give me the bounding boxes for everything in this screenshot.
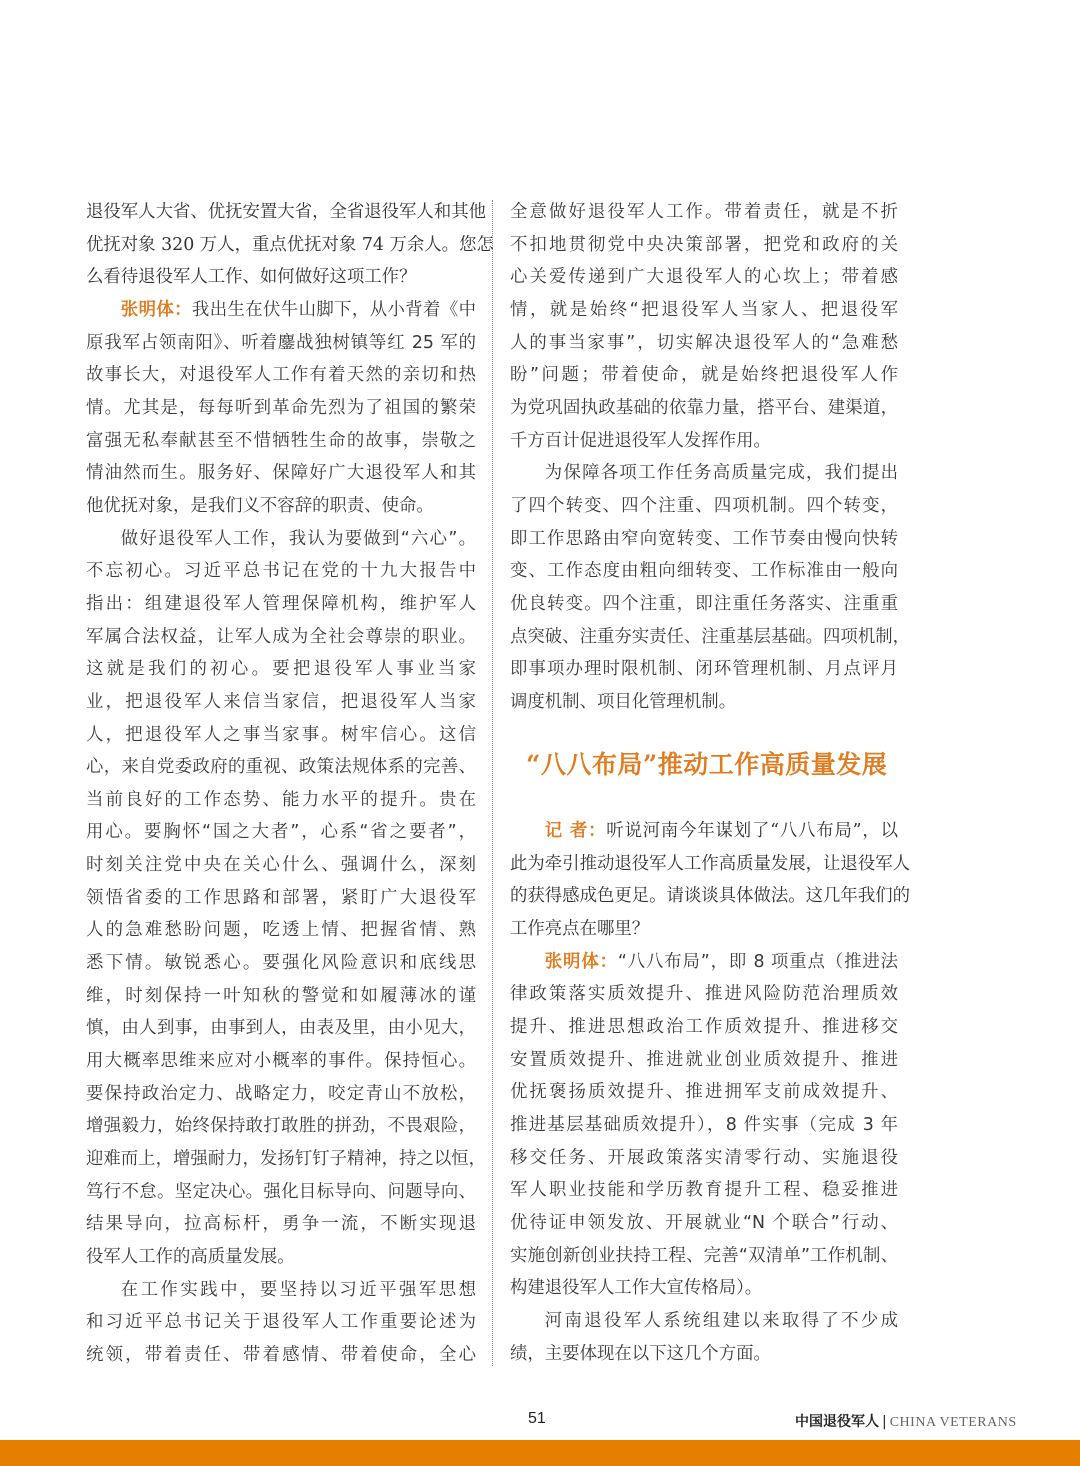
page-number: 51 bbox=[528, 1410, 546, 1427]
right-column-top bbox=[510, 196, 910, 719]
line-text: 律政策落实质效提升、推进风险防范治理质效 bbox=[510, 984, 898, 1005]
text-line bbox=[86, 784, 476, 817]
text-line bbox=[510, 686, 898, 719]
text-line bbox=[86, 1110, 476, 1143]
text-line bbox=[86, 1045, 476, 1078]
line-text: 提升、推进思想政治工作质效提升、推进移交 bbox=[510, 1016, 898, 1037]
line-text: 当前良好的工作态势、能力水平的提升。贵在 bbox=[86, 789, 476, 810]
text-line bbox=[86, 719, 476, 752]
line-text: 慎，由人到事，由事到人，由表及里，由小见大， bbox=[86, 1018, 476, 1039]
line-text: 退役军人大省、优抚安置大省，全省退役军人和其他 bbox=[86, 202, 486, 222]
line-text: 盼”问题；带着使命，就是始终把退役军人作 bbox=[510, 365, 898, 386]
line-text: 点突破、注重夯实责任、注重基层基础。四项机制， bbox=[510, 626, 910, 647]
line-text: 听说河南今年谋划了“八八布局”，以 bbox=[606, 821, 898, 841]
text-line bbox=[510, 523, 898, 556]
text-line bbox=[510, 621, 910, 654]
text-line bbox=[86, 1339, 476, 1372]
brand-separator: | bbox=[882, 1414, 887, 1430]
text-line bbox=[510, 1240, 898, 1273]
line-text: 领悟省委的工作思路和部署，紧盯广大退役军 bbox=[86, 887, 476, 908]
line-text: 调度机制、项目化管理机制。 bbox=[510, 691, 737, 712]
text-line bbox=[86, 621, 476, 654]
text-line bbox=[510, 913, 898, 946]
line-text: 人，把退役军人之事当家事。树牢信心。这信 bbox=[86, 724, 476, 745]
text-line bbox=[510, 1207, 898, 1240]
text-line bbox=[86, 947, 476, 980]
line-text: 即工作思路由窄向宽转变、工作节奏由慢向快转 bbox=[510, 528, 898, 549]
line-text: 全意做好退役军人工作。带着责任，就是不折 bbox=[510, 202, 898, 222]
text-line bbox=[86, 1208, 476, 1241]
line-text: 情。尤其是，每每听到革命先烈为了祖国的繁荣 bbox=[86, 397, 476, 418]
text-line bbox=[510, 425, 898, 458]
line-text: 不忘初心。习近平总书记在党的十九大报告中 bbox=[86, 561, 476, 582]
line-text: 指出：组建退役军人管理保障机构，维护军人 bbox=[86, 593, 476, 614]
text-line bbox=[510, 588, 898, 621]
text-line bbox=[510, 1142, 898, 1175]
text-line bbox=[86, 1143, 486, 1176]
text-line bbox=[86, 1012, 476, 1045]
line-text: 原我军占领南阳》、听着鏖战独树镇等红 25 军的 bbox=[86, 332, 476, 353]
text-line bbox=[510, 457, 898, 490]
text-line bbox=[86, 588, 476, 621]
line-text: 为党巩固执政基础的依靠力量，搭平台、建渠道， bbox=[510, 397, 898, 418]
line-text: 业，把退役军人来信当家信，把退役军人当家 bbox=[86, 691, 476, 712]
text-line bbox=[510, 1338, 898, 1371]
line-text: 情油然而生。服务好、保障好广大退役军人和其 bbox=[86, 463, 476, 484]
text-line bbox=[86, 327, 476, 360]
line-text: 优抚褒扬质效提升、推进拥军支前成效提升、 bbox=[510, 1082, 898, 1103]
line-text: 工作亮点在哪里？ bbox=[510, 918, 650, 939]
brand-chinese: 中国退役军人 bbox=[795, 1414, 879, 1430]
line-text: 移交任务、开展政策落实清零行动、实施退役 bbox=[510, 1147, 898, 1168]
text-line bbox=[510, 653, 898, 686]
line-text: 统领，带着责任、带着感情、带着使命，全心 bbox=[86, 1344, 476, 1365]
line-text: 在工作实践中，要坚持以习近平强军思想 bbox=[120, 1279, 476, 1300]
line-text: 人的事当家事”，切实解决退役军人的“急难愁 bbox=[510, 332, 898, 353]
text-line bbox=[510, 359, 898, 392]
left-column bbox=[86, 196, 494, 1372]
right-column-bottom bbox=[510, 815, 910, 1370]
text-line bbox=[510, 229, 898, 262]
text-line bbox=[510, 1044, 898, 1077]
line-text: 军属合法权益，让军人成为全社会尊崇的职业。 bbox=[86, 626, 476, 647]
line-text: 人的急难愁盼问题，吃透上情、把握省情、熟 bbox=[86, 920, 476, 941]
text-line bbox=[510, 555, 898, 588]
text-line bbox=[510, 1109, 898, 1142]
text-line bbox=[510, 1174, 898, 1207]
line-text: 迎难而上，增强耐力，发扬钉钉子精神，持之以恒， bbox=[86, 1149, 486, 1170]
text-line bbox=[510, 1305, 898, 1338]
text-line bbox=[86, 1274, 476, 1307]
footer-brand bbox=[795, 1411, 1017, 1431]
line-text: 我出生在伏牛山脚下，从小背着《中 bbox=[191, 299, 476, 320]
line-text: 富强无私奉献甚至不惜牺牲生命的故事，崇敬之 bbox=[86, 430, 476, 451]
text-line bbox=[86, 1176, 476, 1209]
line-text: 实施创新创业扶持工程、完善“双清单”工作机制、 bbox=[510, 1245, 898, 1266]
text-line bbox=[510, 978, 898, 1011]
line-text: 维，时刻保持一叶知秋的警觉和如履薄冰的谨 bbox=[86, 985, 476, 1006]
text-line bbox=[510, 392, 898, 425]
text-line bbox=[86, 392, 476, 425]
line-text: 和习近平总书记关于退役军人工作重要论述为 bbox=[86, 1312, 476, 1333]
line-text: 此为牵引推动退役军人工作高质量发展，让退役军人 bbox=[510, 853, 910, 874]
bottom-color-bar bbox=[0, 1440, 1080, 1466]
section-heading: “八八布局”推动工作高质量发展 bbox=[526, 750, 888, 779]
speaker-label: 张明体： bbox=[544, 951, 618, 972]
text-line bbox=[510, 327, 898, 360]
line-text: 为保障各项工作任务高质量完成，我们提出 bbox=[544, 463, 898, 484]
text-line bbox=[86, 882, 476, 915]
line-text: 结果导向，拉高标杆，勇争一流，不断实现退 bbox=[86, 1214, 476, 1235]
text-line bbox=[86, 425, 476, 458]
line-text: 安置质效提升、推进就业创业质效提升、推进 bbox=[510, 1049, 898, 1070]
line-text: 时刻关注党中央在关心什么、强调什么，深刻 bbox=[86, 855, 476, 876]
text-line bbox=[86, 751, 476, 784]
speaker-label: 记 者： bbox=[544, 821, 607, 841]
line-text: 变、工作态度由粗向细转变、工作标准由一般向 bbox=[510, 561, 898, 582]
line-text: 这就是我们的初心。要把退役军人事业当家 bbox=[86, 659, 476, 680]
text-line bbox=[510, 1272, 898, 1305]
line-text: 绩，主要体现在以下这几个方面。 bbox=[510, 1343, 771, 1364]
text-line bbox=[86, 1306, 476, 1339]
text-line bbox=[510, 490, 898, 523]
line-text: 心关爱传递到广大退役军人的心坎上；带着感 bbox=[510, 267, 898, 288]
line-text: 故事长大，对退役军人工作有着天然的亲切和热 bbox=[86, 365, 476, 386]
line-text: 优待证申领发放、开展就业“N 个联合”行动、 bbox=[510, 1212, 898, 1233]
text-line bbox=[86, 980, 476, 1013]
text-line bbox=[510, 946, 898, 979]
text-line bbox=[510, 261, 898, 294]
line-text: 优抚对象 320 万人，重点优抚对象 74 万余人。您怎 bbox=[86, 234, 494, 255]
line-text: 的获得感成色更足。请谈谈具体做法。这几年我们的 bbox=[510, 886, 910, 907]
text-line bbox=[510, 880, 910, 913]
line-text: 推进基层基础质效提升），8 件实事（完成 3 年 bbox=[510, 1114, 898, 1135]
text-line bbox=[86, 261, 476, 294]
line-text: 情，就是始终“把退役军人当家人、把退役军 bbox=[510, 299, 898, 320]
text-line bbox=[510, 1076, 898, 1109]
line-text: 河南退役军人系统组建以来取得了不少成 bbox=[544, 1310, 898, 1331]
text-line bbox=[86, 555, 476, 588]
text-line bbox=[86, 523, 476, 556]
line-text: 么看待退役军人工作、如何做好这项工作？ bbox=[86, 267, 417, 288]
text-line bbox=[510, 196, 898, 229]
line-text: 做好退役军人工作，我认为要做到“六心”。 bbox=[120, 528, 476, 549]
line-text: 增强毅力，始终保持敢打敢胜的拼劲，不畏艰险， bbox=[86, 1116, 476, 1137]
column-divider bbox=[492, 200, 493, 1366]
text-line bbox=[510, 1011, 898, 1044]
text-line bbox=[86, 229, 494, 262]
line-text: 军人职业技能和学历教育提升工程、稳妥推进 bbox=[510, 1180, 898, 1201]
line-text: 悉下情。敏锐悉心。要强化风险意识和底线思 bbox=[86, 953, 476, 974]
line-text: 用大概率思维来应对小概率的事件。保持恒心。 bbox=[86, 1051, 476, 1072]
line-text: 他优抚对象，是我们义不容辞的职责、使命。 bbox=[86, 495, 434, 516]
line-text: 役军人工作的高质量发展。 bbox=[86, 1247, 295, 1267]
text-line bbox=[86, 653, 476, 686]
text-line bbox=[86, 686, 476, 719]
text-line bbox=[510, 848, 910, 881]
line-text: 心，来自党委政府的重视、政策法规体系的完善、 bbox=[86, 757, 476, 778]
text-line bbox=[86, 1241, 476, 1274]
line-text: 笃行不怠。坚定决心。强化目标导向、问题导向、 bbox=[86, 1181, 476, 1202]
text-line bbox=[86, 457, 476, 490]
text-line bbox=[86, 294, 476, 327]
text-line bbox=[86, 914, 476, 947]
brand-english: CHINA VETERANS bbox=[889, 1415, 1017, 1430]
line-text: “八八布局”，即 8 项重点（推进法 bbox=[617, 951, 898, 972]
line-text: 用心。要胸怀“国之大者”，心系“省之要者”， bbox=[86, 822, 476, 843]
line-text: 要保持政治定力、战略定力，咬定青山不放松， bbox=[86, 1083, 476, 1104]
text-line bbox=[86, 359, 476, 392]
text-line bbox=[86, 490, 476, 523]
line-text: 构建退役军人工作大宣传格局）。 bbox=[510, 1278, 763, 1299]
text-line bbox=[510, 294, 898, 327]
line-text: 即事项办理时限机制、闭环管理机制、月点评月 bbox=[510, 659, 898, 680]
text-line bbox=[86, 816, 476, 849]
line-text: 了四个转变、四个注重、四项机制。四个转变， bbox=[510, 495, 898, 516]
text-line bbox=[510, 815, 898, 848]
line-text: 千方百计促进退役军人发挥作用。 bbox=[510, 430, 771, 451]
text-line bbox=[86, 1078, 476, 1111]
text-line bbox=[86, 196, 486, 229]
line-text: 不扣地贯彻党中央决策部署，把党和政府的关 bbox=[510, 234, 898, 255]
speaker-label: 张明体： bbox=[120, 299, 192, 320]
line-text: 优良转变。四个注重，即注重任务落实、注重重 bbox=[510, 593, 898, 614]
text-line bbox=[86, 849, 476, 882]
